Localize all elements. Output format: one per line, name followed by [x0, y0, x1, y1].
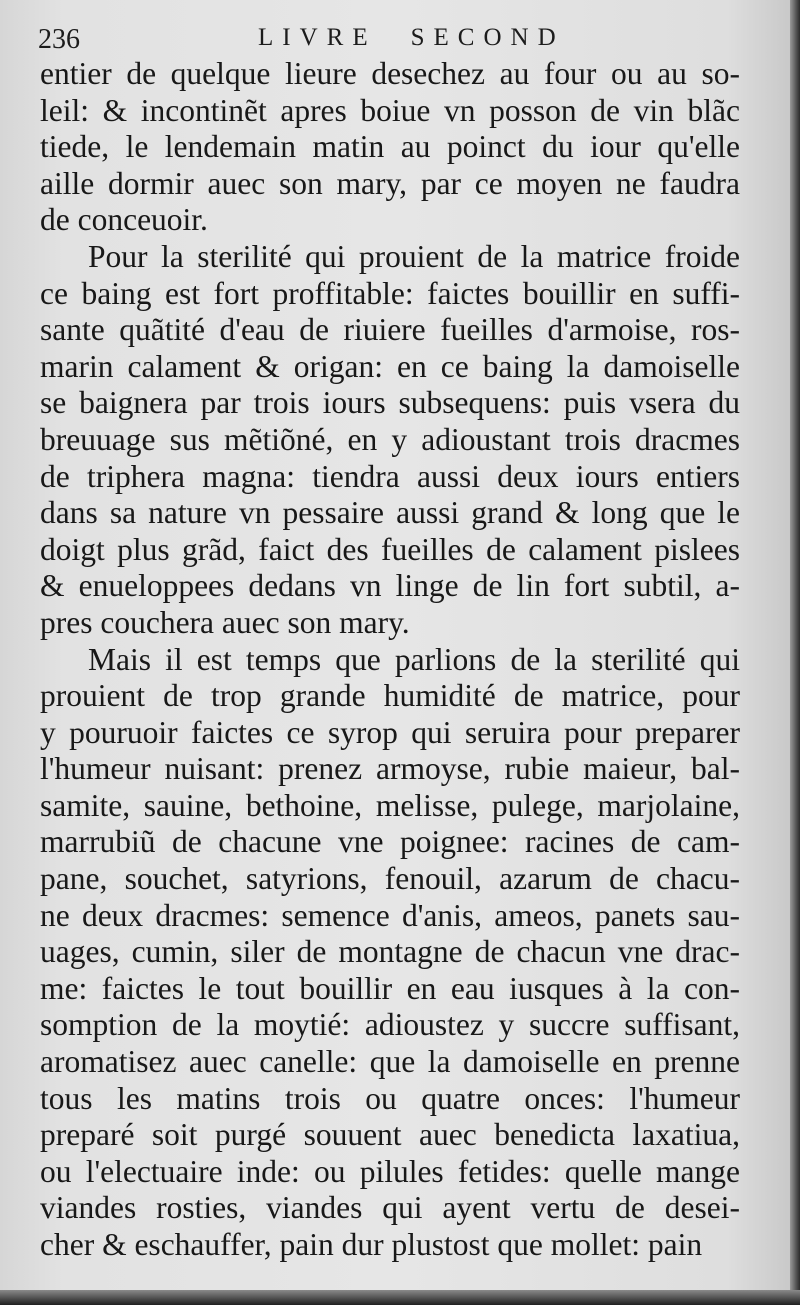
- text-line: ou l'electuaire inde: ou pilules fetides: quelle mange: [40, 1153, 740, 1189]
- text-line: dans sa nature vn pessaire aussi grand & long que le: [40, 495, 740, 531]
- text-line: viandes rosties, viandes qui ayent vertu de desei-: [40, 1190, 740, 1226]
- text-line: preparé soit purgé souuent auec benedicta laxatiua,: [40, 1117, 740, 1153]
- text-line: de conceuoir.: [40, 202, 208, 238]
- text-line: leil: & incontinẽt apres boiue vn posson de vin blãc: [40, 92, 740, 128]
- text-line: pres couchera auec son mary.: [40, 604, 410, 640]
- page-bottom-shadow: [0, 1290, 800, 1305]
- text-line: prouient de trop grande humidité de matrice, pour: [40, 678, 740, 714]
- text-line: marin calament & origan: en ce baing la damoiselle: [40, 348, 740, 384]
- text-line: cher & eschauffer, pain dur plustost que mollet: pain: [40, 1227, 703, 1262]
- text-line: sante quãtité d'eau de riuiere fueilles d'armoise, ros-: [40, 312, 740, 348]
- running-title-left: LIVRE: [258, 24, 377, 51]
- paragraph: [40, 56, 740, 239]
- text-line: Pour la sterilité qui prouient de la matrice froide: [88, 238, 740, 274]
- paragraph: [40, 642, 740, 1264]
- text-line: l'humeur nuisant: prenez armoyse, rubie maieur, bal-: [40, 751, 740, 787]
- running-title: [258, 24, 565, 52]
- text-line: me: faictes le tout bouillir en eau iusques à la con-: [40, 970, 740, 1006]
- text-line: Mais il est temps que parlions de la sterilité qui: [88, 641, 740, 677]
- text-line: aromatisez auec canelle: que la damoiselle en prenne: [40, 1044, 740, 1080]
- page-number: 236: [38, 24, 80, 55]
- text-line: de triphera magna: tiendra aussi deux iours entiers: [40, 458, 740, 494]
- running-title-right: SECOND: [410, 24, 565, 51]
- text-line: aille dormir auec son mary, par ce moyen ne faudra: [40, 165, 740, 201]
- text-line: doigt plus grãd, faict des fueilles de calament pislees: [40, 531, 740, 567]
- text-line: y pouruoir faictes ce syrop qui seruira pour preparer: [40, 714, 740, 750]
- text-line: tous les matins trois ou quatre onces: l'humeur: [40, 1080, 740, 1116]
- text-line: se baignera par trois iours subsequens: puis vsera du: [40, 385, 740, 421]
- text-line: ce baing est fort proffitable: faictes bouillir en suffi-: [40, 275, 740, 311]
- text-line: entier de quelque lieure desechez au four ou au so-: [40, 56, 740, 91]
- text-line: tiede, le lendemain matin au poinct du iour qu'elle: [40, 129, 740, 165]
- text-line: breuuage sus mẽtiõné, en y adioustant trois dracmes: [40, 421, 740, 457]
- text-line: uages, cumin, siler de montagne de chacun vne drac-: [40, 934, 740, 970]
- text-line: marrubiũ de chacune vne poignee: racines de cam-: [40, 824, 740, 860]
- body-text: [40, 56, 740, 1264]
- page-edge-shadow: [790, 0, 800, 1305]
- text-line: ne deux dracmes: semence d'anis, ameos, panets sau-: [40, 897, 740, 933]
- paragraph: [40, 239, 740, 642]
- text-line: somption de la moytié: adioustez y succre suffisant,: [40, 1007, 740, 1043]
- text-line: pane, souchet, satyrions, fenouil, azarum de chacu-: [40, 861, 740, 897]
- page-header: [38, 20, 750, 56]
- text-line: samite, sauine, bethoine, melisse, pulege, marjolaine,: [40, 787, 740, 823]
- text-line: & enueloppees dedans vn linge de lin fort subtil, a-: [40, 568, 740, 604]
